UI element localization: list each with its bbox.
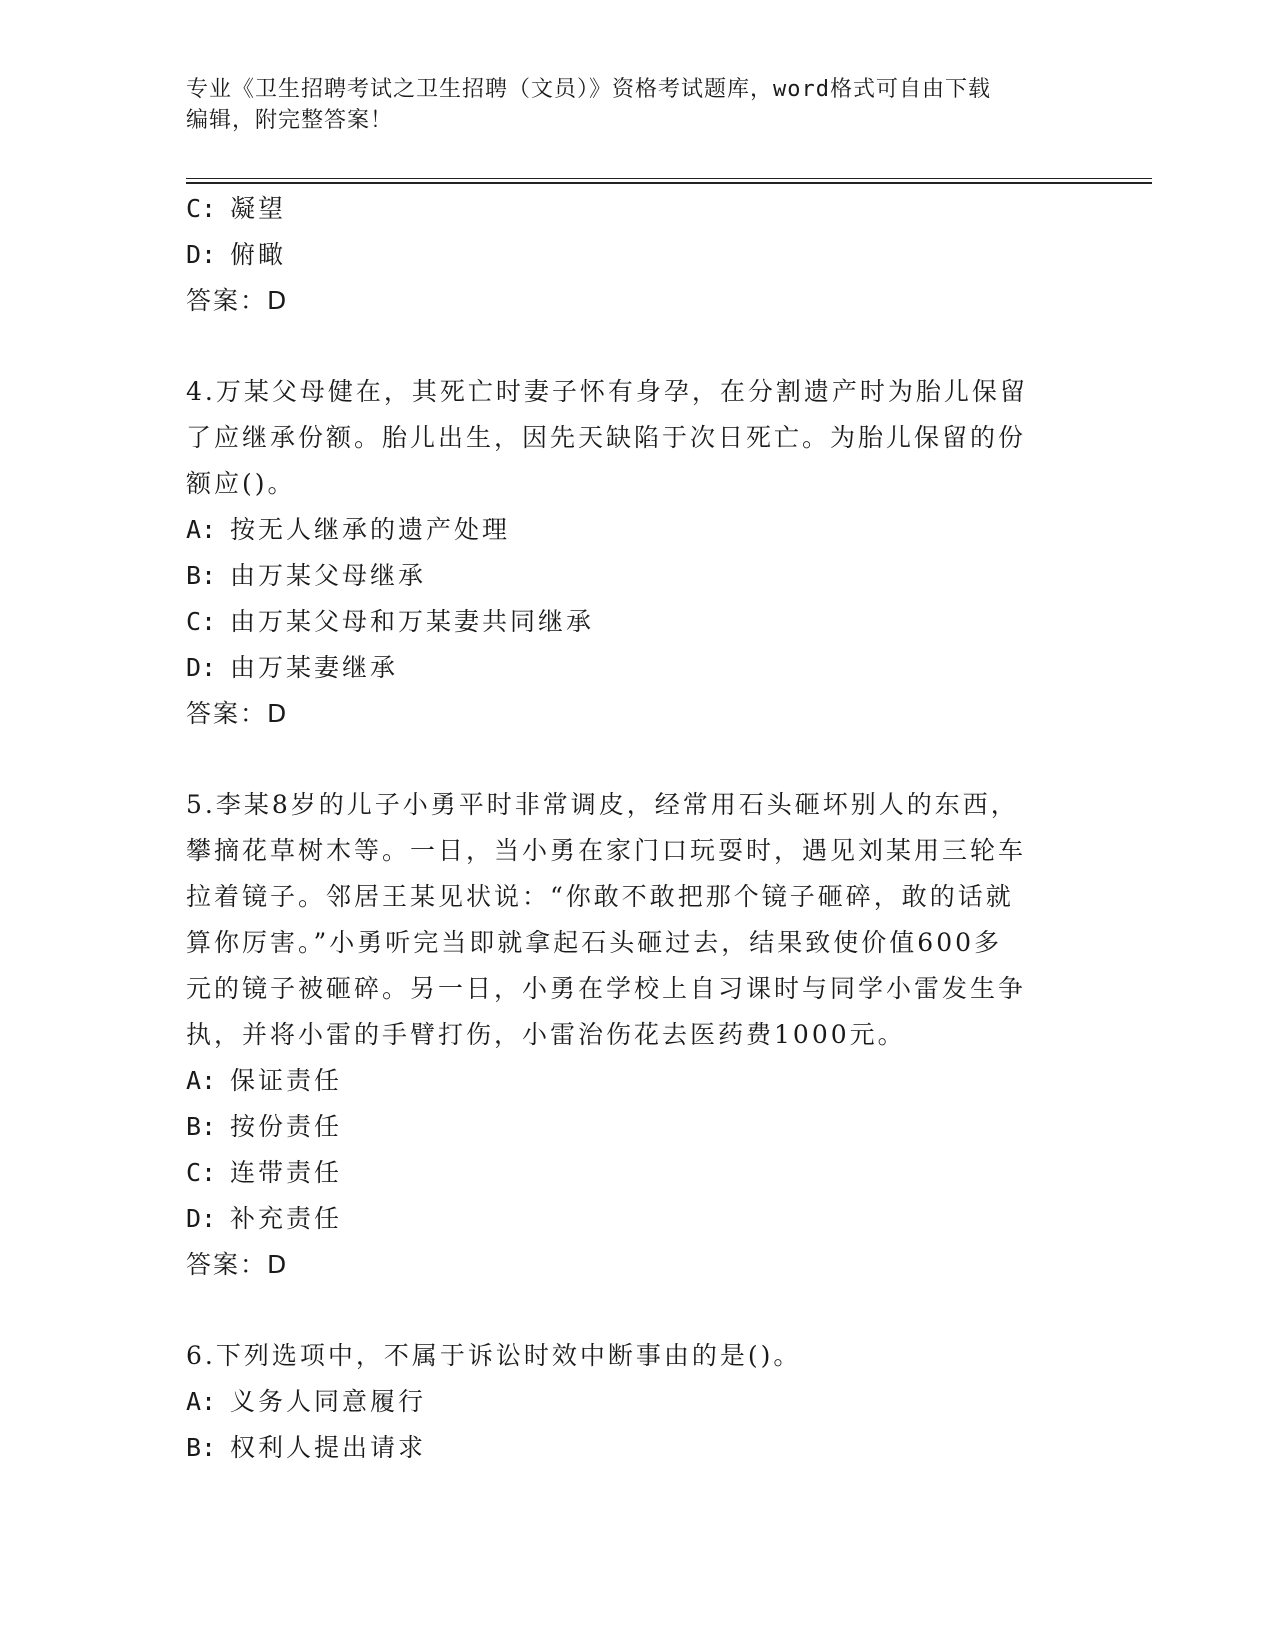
option-text: 按份责任 xyxy=(230,1112,343,1141)
option-text: 由万某父母继承 xyxy=(230,561,427,590)
question-5 xyxy=(186,782,1066,1288)
option-a xyxy=(186,1379,1066,1425)
option-a xyxy=(186,1058,1066,1104)
option-text: 补充责任 xyxy=(230,1204,343,1233)
question-text-line: 6.下列选项中，不属于诉讼时效中断事由的是()。 xyxy=(186,1341,802,1370)
document-header xyxy=(186,74,1066,136)
option-text: 义务人同意履行 xyxy=(230,1387,427,1416)
question-text-line: 攀摘花草树木等。一日，当小勇在家门口玩耍时，遇见刘某用三轮车 xyxy=(186,836,1027,865)
option-c xyxy=(186,186,1066,232)
option-key: C: xyxy=(186,194,217,223)
question-text-line: 拉着镜子。邻居王某见状说：“你敢不敢把那个镜子砸碎，敢的话就 xyxy=(186,882,1014,911)
header-line-1: 专业《卫生招聘考试之卫生招聘（文员）》资格考试题库，word格式可自由下载 xyxy=(186,77,991,102)
option-key: D: xyxy=(186,240,217,269)
option-c xyxy=(186,599,1066,645)
option-key: C: xyxy=(186,1158,217,1187)
header-line-2: 编辑，附完整答案！ xyxy=(186,108,394,133)
header-divider-thick xyxy=(186,182,1152,184)
option-text: 连带责任 xyxy=(230,1158,343,1187)
option-key: A: xyxy=(186,515,217,544)
question-text-line: 元的镜子被砸碎。另一日，小勇在学校上自习课时与同学小雷发生争 xyxy=(186,974,1027,1003)
option-text: 保证责任 xyxy=(230,1066,343,1095)
option-text: 凝望 xyxy=(230,194,287,223)
question-text-line: 执，并将小雷的手臂打伤，小雷治伤花去医药费1000元。 xyxy=(186,1020,906,1049)
option-d xyxy=(186,645,1066,691)
option-text: 由万某妻继承 xyxy=(230,653,399,682)
option-d xyxy=(186,1196,1066,1242)
document-body xyxy=(186,186,1066,1471)
option-b xyxy=(186,1104,1066,1150)
option-key: D: xyxy=(186,653,217,682)
option-b xyxy=(186,553,1066,599)
header-divider-thin xyxy=(186,178,1152,179)
option-key: C: xyxy=(186,607,217,636)
answer-line: 答案：D xyxy=(186,1250,289,1279)
option-a xyxy=(186,507,1066,553)
spacer xyxy=(186,737,1066,782)
question-6 xyxy=(186,1333,1066,1471)
question-text-line: 额应()。 xyxy=(186,469,296,498)
option-d xyxy=(186,232,1066,278)
option-key: A: xyxy=(186,1066,217,1095)
option-b xyxy=(186,1425,1066,1471)
answer-line: 答案：D xyxy=(186,699,289,728)
option-key: B: xyxy=(186,1433,217,1462)
option-text: 按无人继承的遗产处理 xyxy=(230,515,511,544)
question-text-line: 4.万某父母健在，其死亡时妻子怀有身孕，在分割遗产时为胎儿保留 xyxy=(186,377,1028,406)
option-c xyxy=(186,1150,1066,1196)
question-3 xyxy=(186,186,1066,324)
question-text-line: 算你厉害。”小勇听完当即就拿起石头砸过去，结果致使价值600多 xyxy=(186,928,1003,957)
option-key: B: xyxy=(186,561,217,590)
spacer xyxy=(186,1288,1066,1333)
option-text: 权利人提出请求 xyxy=(230,1433,427,1462)
option-text: 俯瞰 xyxy=(230,240,287,269)
option-key: D: xyxy=(186,1204,217,1233)
question-4 xyxy=(186,369,1066,737)
option-text: 由万某父母和万某妻共同继承 xyxy=(230,607,595,636)
answer-line: 答案：D xyxy=(186,286,289,315)
question-text-line: 5.李某8岁的儿子小勇平时非常调皮，经常用石头砸坏别人的东西， xyxy=(186,790,1019,819)
spacer xyxy=(186,324,1066,369)
question-text-line: 了应继承份额。胎儿出生，因先天缺陷于次日死亡。为胎儿保留的份 xyxy=(186,423,1027,452)
option-key: B: xyxy=(186,1112,217,1141)
option-key: A: xyxy=(186,1387,217,1416)
